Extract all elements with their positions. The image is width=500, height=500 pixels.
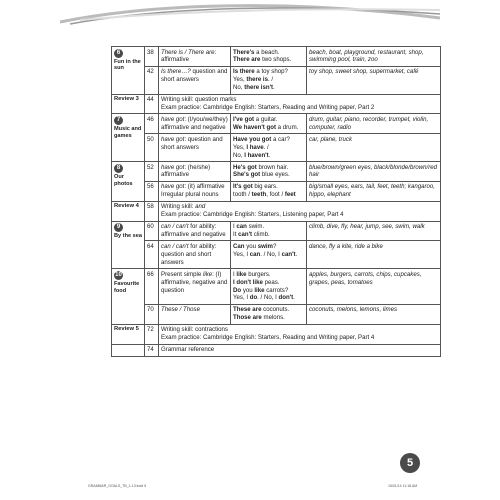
text-run: brown hair. bbox=[256, 163, 289, 171]
unit-title: Fun in the sun bbox=[114, 58, 141, 72]
text-run: can't bbox=[238, 231, 253, 239]
page-number-cell: 58 bbox=[145, 201, 159, 221]
text-line bbox=[161, 104, 438, 112]
review-content-cell bbox=[159, 344, 441, 356]
text-run: There is / There are bbox=[161, 48, 215, 56]
vocabulary-cell: coconuts, melons, lemons, limes bbox=[307, 304, 441, 324]
text-run: there isn't bbox=[244, 84, 274, 92]
page-number-cell: 70 bbox=[145, 304, 159, 324]
text-line bbox=[233, 314, 304, 322]
text-line bbox=[161, 334, 438, 342]
text-line bbox=[233, 116, 304, 124]
text-run: I haven't bbox=[244, 151, 269, 159]
unit-cell bbox=[112, 47, 145, 95]
text-run: . / No, I bbox=[260, 250, 282, 258]
text-run: . bbox=[273, 84, 275, 92]
text-run: There are bbox=[233, 56, 261, 64]
vocabulary-cell: blue/brown/green eyes, black/blonde/brown/red hair bbox=[307, 162, 441, 182]
contents-table bbox=[111, 46, 441, 357]
unit-cell bbox=[112, 114, 145, 162]
unit-title: Favourite food bbox=[114, 280, 140, 294]
text-run: climb. bbox=[252, 231, 270, 239]
text-run: . / bbox=[268, 76, 274, 84]
text-run: big ears. bbox=[252, 183, 278, 191]
examples-cell bbox=[231, 269, 307, 305]
text-run: a guitar. bbox=[254, 115, 278, 123]
text-run: can bbox=[236, 223, 247, 231]
text-run: teeth bbox=[251, 191, 267, 199]
text-run: . / No, I bbox=[257, 294, 279, 302]
text-line bbox=[233, 251, 304, 259]
text-run: have got bbox=[161, 163, 185, 171]
text-run: have got bbox=[161, 115, 185, 123]
page-number-cell: 60 bbox=[145, 221, 159, 241]
page-number-cell: 50 bbox=[145, 134, 159, 162]
text-run: and bbox=[195, 203, 206, 211]
text-run: Grammar reference bbox=[161, 346, 215, 354]
text-run: Writing skill: question marks bbox=[161, 96, 237, 104]
text-run: There's bbox=[233, 48, 255, 56]
review-content-cell bbox=[159, 201, 441, 221]
text-run: like bbox=[254, 286, 265, 294]
unit-cell bbox=[112, 221, 145, 269]
text-run: These / Those bbox=[161, 306, 200, 314]
text-run: burgers. bbox=[246, 270, 271, 278]
review-row bbox=[112, 324, 441, 344]
text-run: there is bbox=[246, 76, 269, 84]
text-run: question and short answers bbox=[161, 68, 228, 84]
text-run: . bbox=[268, 151, 271, 159]
vocabulary-cell: toy shop, sweet shop, supermarket, café bbox=[307, 66, 441, 94]
table-row bbox=[112, 221, 441, 241]
text-line bbox=[233, 49, 304, 57]
page-number-cell: 66 bbox=[145, 269, 159, 305]
text-run: . bbox=[295, 250, 298, 258]
footer-timestamp: 15/01/14 11:18 AM bbox=[388, 484, 418, 488]
examples-cell bbox=[231, 134, 307, 162]
text-line bbox=[233, 279, 304, 287]
text-run: coconuts. bbox=[261, 306, 290, 314]
footer-file-name: GRAMMAR_GOALS_TB_1-13.indd 5 bbox=[88, 484, 147, 488]
text-run: I don't like bbox=[233, 278, 263, 286]
text-line bbox=[161, 223, 228, 239]
text-run: don't bbox=[278, 294, 294, 302]
page-number-cell: 42 bbox=[145, 66, 159, 94]
page-number-cell: 64 bbox=[145, 241, 159, 269]
text-run: like bbox=[236, 270, 247, 278]
text-line bbox=[233, 287, 304, 295]
text-line bbox=[233, 152, 304, 160]
examples-cell bbox=[231, 181, 307, 201]
text-line bbox=[161, 326, 438, 334]
text-line bbox=[233, 56, 304, 64]
text-run: a beach. bbox=[254, 48, 280, 56]
text-run: . bbox=[293, 294, 295, 302]
text-line bbox=[161, 203, 438, 211]
unit-number-badge: 9 bbox=[114, 223, 123, 232]
page-number-cell: 74 bbox=[145, 344, 159, 356]
text-line bbox=[233, 136, 304, 144]
text-line bbox=[233, 191, 304, 199]
text-run: : (I/you/we/they) affirmative and negative bbox=[161, 115, 228, 131]
text-run: : (he/she) affirmative bbox=[161, 163, 211, 179]
text-run: Is there bbox=[233, 68, 255, 76]
text-run: Irregular plural nouns bbox=[161, 191, 219, 199]
text-run: can bbox=[249, 250, 261, 258]
text-run: , foot / bbox=[266, 191, 285, 199]
text-run: a toy shop? bbox=[254, 68, 288, 76]
text-run: Present simple bbox=[161, 270, 203, 278]
unit-title: Our photos bbox=[114, 173, 133, 187]
examples-cell bbox=[231, 162, 307, 182]
text-run: . / bbox=[263, 143, 269, 151]
unit-number-badge: 8 bbox=[114, 164, 123, 173]
text-line bbox=[161, 49, 228, 65]
text-line bbox=[233, 144, 304, 152]
text-run: Have you got bbox=[233, 135, 272, 143]
table-row bbox=[112, 162, 441, 182]
text-line bbox=[233, 294, 304, 302]
review-row bbox=[112, 201, 441, 221]
text-line bbox=[161, 96, 438, 104]
text-run: Exam practice: Cambridge English: Starters, Reading and Writing paper, Part 2 bbox=[161, 104, 375, 112]
text-run: can / can't bbox=[161, 223, 189, 231]
text-run: you bbox=[241, 286, 255, 294]
text-run: Do bbox=[233, 286, 242, 294]
text-line bbox=[161, 68, 228, 84]
text-run: It bbox=[233, 231, 239, 239]
text-run: It's got bbox=[233, 183, 253, 191]
table-row bbox=[112, 134, 441, 162]
examples-cell bbox=[231, 304, 307, 324]
grammar-cell bbox=[159, 304, 231, 324]
text-run: He's got bbox=[233, 163, 257, 171]
table-row bbox=[112, 114, 441, 134]
text-line bbox=[161, 164, 228, 180]
review-label-cell bbox=[112, 344, 145, 356]
page-number-cell: 44 bbox=[145, 94, 159, 114]
text-run: No, bbox=[233, 84, 245, 92]
text-run: Can bbox=[233, 242, 245, 250]
text-run: a drum. bbox=[275, 123, 299, 131]
text-line bbox=[233, 76, 304, 84]
table-row bbox=[112, 269, 441, 305]
text-run: you bbox=[244, 242, 258, 250]
text-run: melons. bbox=[261, 314, 285, 322]
page-number-cell: 38 bbox=[145, 47, 159, 67]
text-run: : affirmative bbox=[161, 48, 217, 64]
review-label-cell: Review 5 bbox=[112, 324, 145, 344]
review-content-cell bbox=[159, 94, 441, 114]
text-line bbox=[161, 116, 228, 132]
table-row bbox=[112, 241, 441, 269]
review-content-cell bbox=[159, 324, 441, 344]
text-run: I bbox=[233, 270, 237, 278]
review-label-cell: Review 3 bbox=[112, 94, 145, 114]
grammar-cell bbox=[159, 66, 231, 94]
text-line bbox=[161, 271, 228, 295]
text-run: blue eyes. bbox=[260, 171, 290, 179]
table-row bbox=[112, 47, 441, 67]
text-run: do bbox=[249, 294, 258, 302]
text-run: Exam practice: Cambridge English: Starters, Listening paper, Part 4 bbox=[161, 211, 344, 219]
text-line bbox=[233, 223, 304, 231]
page-number-cell: 46 bbox=[145, 114, 159, 134]
text-run: Writing skill: bbox=[161, 203, 196, 211]
examples-cell bbox=[231, 47, 307, 67]
text-run: a car? bbox=[271, 135, 290, 143]
page-number-badge: 5 bbox=[400, 453, 420, 473]
text-line bbox=[161, 191, 228, 199]
text-line bbox=[233, 271, 304, 279]
examples-cell bbox=[231, 114, 307, 134]
grammar-cell bbox=[159, 162, 231, 182]
text-run: for ability: affirmative and negative bbox=[161, 223, 226, 239]
page-number-cell: 56 bbox=[145, 181, 159, 201]
text-run: carrots? bbox=[264, 286, 289, 294]
unit-title: By the sea bbox=[114, 233, 142, 240]
unit-number-badge: 6 bbox=[114, 49, 123, 58]
text-run: feet bbox=[284, 191, 296, 199]
text-run: : question and short answers bbox=[161, 135, 223, 151]
text-line bbox=[161, 243, 228, 267]
review-row bbox=[112, 344, 441, 356]
text-line bbox=[233, 124, 304, 132]
text-run: peas. bbox=[262, 278, 280, 286]
text-run: have got bbox=[161, 183, 185, 191]
unit-cell bbox=[112, 269, 145, 325]
text-run: No, bbox=[233, 151, 245, 159]
unit-title: Music and games bbox=[114, 125, 142, 139]
review-row bbox=[112, 94, 441, 114]
text-run: Yes, bbox=[233, 143, 247, 151]
text-line bbox=[233, 183, 304, 191]
grammar-cell bbox=[159, 47, 231, 67]
examples-cell bbox=[231, 66, 307, 94]
text-line bbox=[233, 84, 304, 92]
text-run: Yes, I bbox=[233, 250, 250, 258]
text-run: tooth / bbox=[233, 191, 252, 199]
text-run: Is there…? bbox=[161, 68, 191, 76]
text-line bbox=[161, 183, 228, 191]
text-line bbox=[233, 171, 304, 179]
text-run: Yes, bbox=[233, 76, 247, 84]
table-row bbox=[112, 181, 441, 201]
text-run: : (I) affirmative, negative and question bbox=[161, 270, 228, 294]
vocabulary-cell: drum, guitar, piano, recorder, trumpet, violin, computer, radio bbox=[307, 114, 441, 134]
vocabulary-cell: apples, burgers, carrots, chips, cupcakes, grapes, peas, tomatoes bbox=[307, 269, 441, 305]
text-run: Writing skill: contractions bbox=[161, 326, 228, 334]
vocabulary-cell: big/small eyes, ears, tail, feet, teeth; kangaroo, hippo, elephant bbox=[307, 181, 441, 201]
text-run: Yes, I bbox=[233, 294, 250, 302]
vocabulary-cell: car, plane, truck bbox=[307, 134, 441, 162]
grammar-cell bbox=[159, 181, 231, 201]
text-line bbox=[233, 68, 304, 76]
text-line bbox=[233, 306, 304, 314]
unit-number-badge: 7 bbox=[114, 116, 123, 125]
text-line bbox=[161, 136, 228, 152]
examples-cell bbox=[231, 221, 307, 241]
text-run: can't bbox=[281, 250, 296, 258]
unit-cell bbox=[112, 162, 145, 202]
text-line bbox=[161, 346, 438, 354]
text-run: I've got bbox=[233, 115, 255, 123]
examples-cell bbox=[231, 241, 307, 269]
text-line bbox=[233, 164, 304, 172]
text-run: She's got bbox=[233, 171, 261, 179]
text-run: swim bbox=[257, 242, 273, 250]
text-run: I bbox=[233, 223, 237, 231]
text-run: swim. bbox=[246, 223, 265, 231]
review-label-cell: Review 4 bbox=[112, 201, 145, 221]
table-row bbox=[112, 66, 441, 94]
grammar-cell bbox=[159, 221, 231, 241]
text-line bbox=[161, 306, 228, 314]
text-line bbox=[233, 231, 304, 239]
page-number-cell: 52 bbox=[145, 162, 159, 182]
text-run: can / can't bbox=[161, 242, 189, 250]
grammar-cell bbox=[159, 114, 231, 134]
header-swoosh-decoration bbox=[0, 0, 500, 40]
page-number-cell: 72 bbox=[145, 324, 159, 344]
text-run: I have bbox=[246, 143, 264, 151]
text-run: Those are bbox=[233, 314, 262, 322]
unit-number-badge: 10 bbox=[115, 271, 122, 278]
vocabulary-cell: dance, fly a kite, ride a bike bbox=[307, 241, 441, 269]
text-line bbox=[161, 211, 438, 219]
grammar-cell bbox=[159, 134, 231, 162]
text-run: ? bbox=[272, 242, 277, 250]
vocabulary-cell: climb, dive, fly, hear, jump, see, swim, walk bbox=[307, 221, 441, 241]
text-run: Exam practice: Cambridge English: Starters, Reading and Writing paper, Part 4 bbox=[161, 334, 375, 342]
grammar-cell bbox=[159, 269, 231, 305]
text-run: like bbox=[203, 270, 213, 278]
grammar-cell bbox=[159, 241, 231, 269]
vocabulary-cell: beach, boat, playground, restaurant, shop, swimming pool, train, zoo bbox=[307, 47, 441, 67]
text-run: : (it) affirmative bbox=[184, 183, 225, 191]
text-run: have got bbox=[161, 135, 185, 143]
text-run: two shops. bbox=[260, 56, 292, 64]
text-line bbox=[233, 243, 304, 251]
text-run: These are bbox=[233, 306, 262, 314]
table-row bbox=[112, 304, 441, 324]
text-run: We haven't got bbox=[233, 123, 276, 131]
text-run: for ability: question and short answers bbox=[161, 242, 217, 266]
